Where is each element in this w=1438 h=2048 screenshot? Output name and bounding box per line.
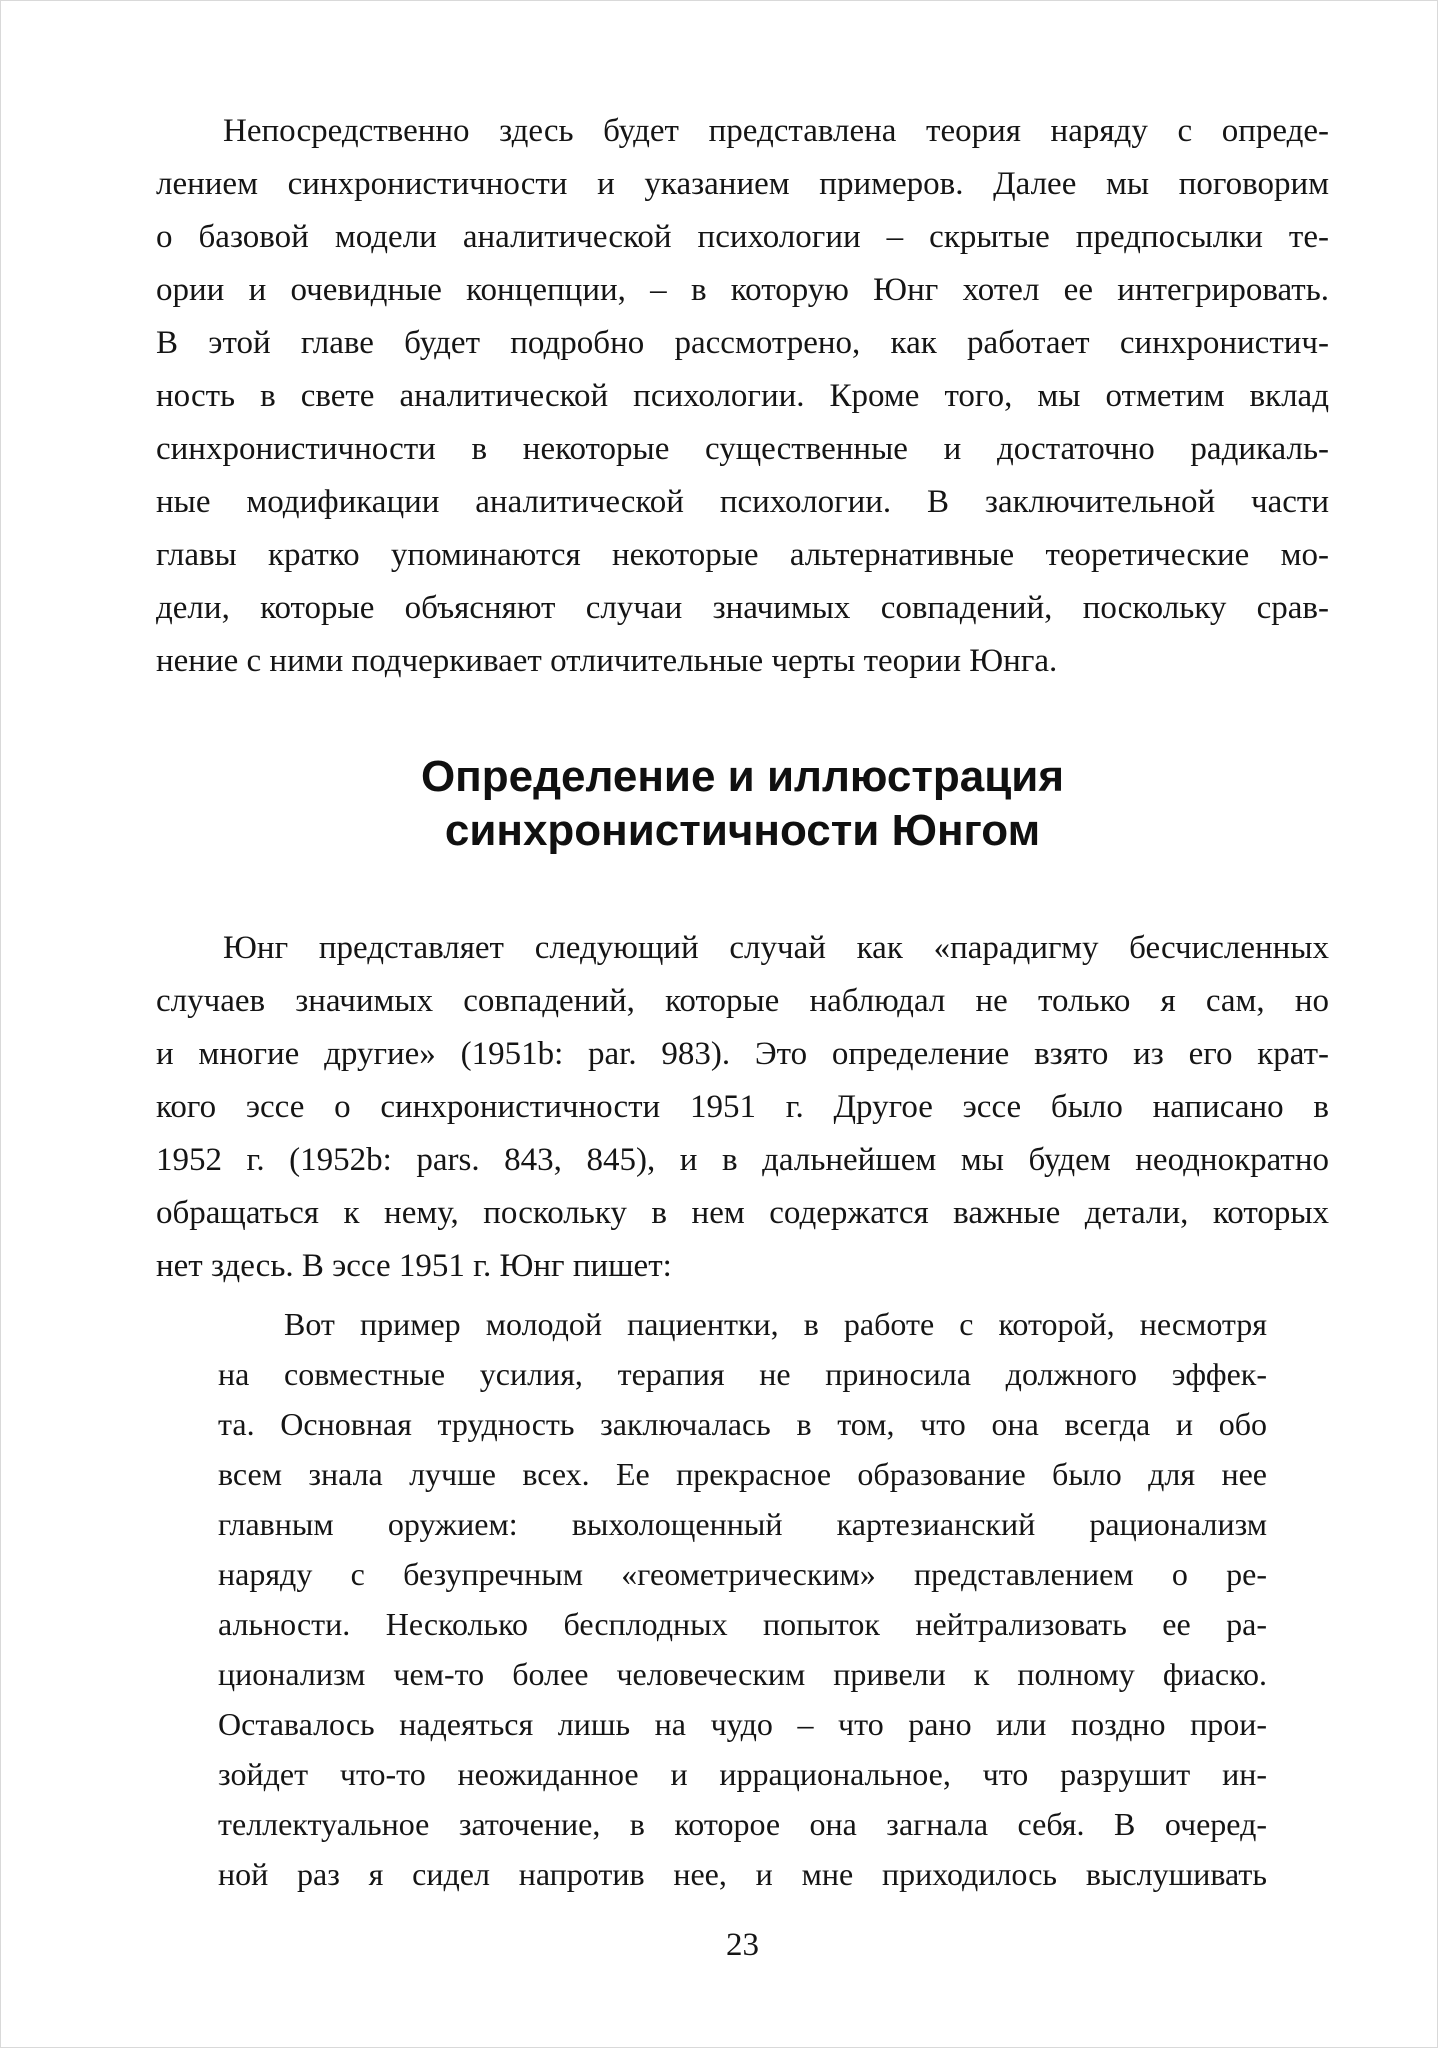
- text-line: о базовой модели аналитической психологии – скрытые предпосылки те-: [156, 219, 1329, 255]
- text-line: ные модификации аналитической психологии. В заключительной части: [156, 484, 1329, 520]
- text-line: зойдет что-то неожиданное и иррациональное, что разрушит ин-: [218, 1756, 1267, 1792]
- text-line: ории и очевидные концепции, – в которую Юнг хотел ее интегрировать.: [156, 272, 1329, 308]
- text-line: главы кратко упоминаются некоторые альтернативные теоретические мо-: [156, 537, 1329, 573]
- text-line: нение с ними подчеркивает отличительные черты теории Юнга.: [156, 643, 1058, 679]
- text-line: на совместные усилия, терапия не приносила должного эффек-: [218, 1356, 1267, 1392]
- text-line: теллектуальное заточение, в которое она загнала себя. В очеред-: [218, 1806, 1267, 1842]
- text-line: ной раз я сидел напротив нее, и мне приходилось выслушивать: [218, 1856, 1267, 1892]
- text-line: наряду с безупречным «геометрическим» представлением о ре-: [218, 1556, 1267, 1592]
- text-line: дели, которые объясняют случаи значимых совпадений, поскольку срав-: [156, 590, 1329, 626]
- text-line: та. Основная трудность заключалась в том, что она всегда и обо: [218, 1406, 1267, 1442]
- text-line: 1952 г. (1952b: pars. 843, 845), и в дальнейшем мы будем неоднократно: [156, 1142, 1329, 1178]
- text-line: лением синхронистичности и указанием примеров. Далее мы поговорим: [156, 166, 1329, 202]
- text-line: синхронистичности в некоторые существенные и достаточно радикаль-: [156, 431, 1329, 467]
- text-line: всем знала лучше всех. Ее прекрасное образование было для нее: [218, 1456, 1267, 1492]
- text-line: альности. Несколько бесплодных попыток нейтрализовать ее ра-: [218, 1606, 1267, 1642]
- text-line: Юнг представляет следующий случай как «парадигму бесчисленных: [223, 930, 1329, 966]
- section-heading: [156, 750, 1329, 858]
- text-line: и многие другие» (1951b: par. 983). Это определение взято из его крат-: [156, 1036, 1329, 1072]
- text-line: обращаться к нему, поскольку в нем содержатся важные детали, которых: [156, 1195, 1329, 1231]
- text-block: [1, 1, 1437, 1964]
- text-line: Непосредственно здесь будет представлена теория наряду с опреде-: [223, 113, 1329, 149]
- block-quote-jung-case: [218, 1299, 1267, 1899]
- section-heading-line-2: синхронистичности Юнгом: [444, 806, 1041, 855]
- text-line: ционализм чем-то более человеческим привели к полному фиаско.: [218, 1656, 1267, 1692]
- text-line: Оставалось надеяться лишь на чудо – что рано или поздно прои-: [218, 1706, 1267, 1742]
- text-line: главным оружием: выхолощенный картезианский рационализм: [218, 1506, 1267, 1542]
- page-number: 23: [726, 1927, 759, 1963]
- text-line: ность в свете аналитической психологии. Кроме того, мы отметим вклад: [156, 378, 1329, 414]
- text-line: кого эссе о синхронистичности 1951 г. Другое эссе было написано в: [156, 1089, 1329, 1125]
- paragraph-definition: [156, 922, 1329, 1293]
- section-heading-line-1: Определение и иллюстрация: [420, 752, 1065, 801]
- paragraph-intro: [156, 105, 1329, 688]
- text-line: случаев значимых совпадений, которые наблюдал не только я сам, но: [156, 983, 1329, 1019]
- text-line: В этой главе будет подробно рассмотрено, как работает синхронистич-: [156, 325, 1329, 361]
- text-line: Вот пример молодой пациентки, в работе с которой, несмотря: [284, 1306, 1267, 1342]
- text-line: нет здесь. В эссе 1951 г. Юнг пишет:: [156, 1248, 672, 1284]
